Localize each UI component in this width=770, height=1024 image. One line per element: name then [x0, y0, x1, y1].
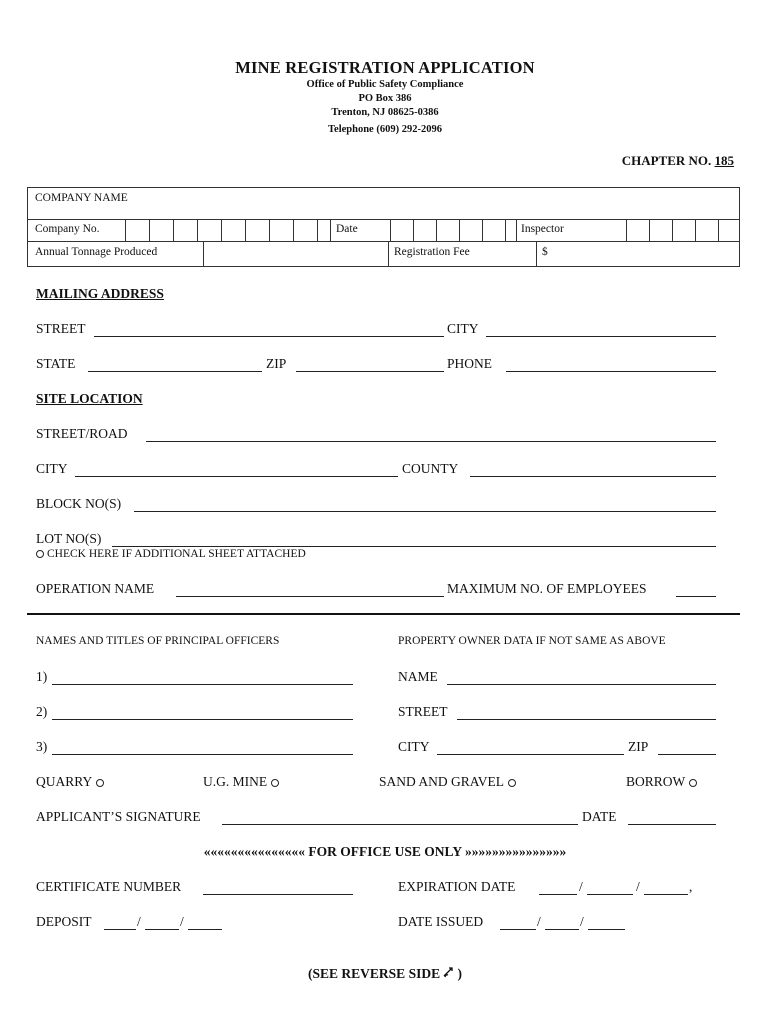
site-street-field[interactable]: [146, 441, 716, 442]
site-county-field[interactable]: [470, 476, 716, 477]
officers-heading: NAMES AND TITLES OF PRINCIPAL OFFICERS: [36, 635, 280, 647]
company-no-cell[interactable]: [293, 220, 317, 241]
certificate-number-label: CERTIFICATE NUMBER: [36, 879, 182, 894]
site-city-field[interactable]: [75, 476, 398, 477]
chapter-value: 185: [714, 153, 734, 168]
mailing-city-label: CITY: [447, 321, 479, 336]
telephone: Telephone (609) 292-2096: [328, 124, 442, 135]
deposit-year-field[interactable]: [188, 929, 222, 930]
right-arrows-icon: »»»»»»»»»»»»»»»: [464, 844, 567, 859]
mailing-phone-label: PHONE: [447, 356, 493, 371]
mailing-street-field[interactable]: [94, 336, 444, 337]
company-name-label: COMPANY NAME: [35, 192, 128, 204]
office-name: Office of Public Safety Compliance: [306, 79, 464, 90]
officer-2-field[interactable]: [52, 719, 353, 720]
quarry-option[interactable]: [36, 774, 104, 790]
operation-name-field[interactable]: [176, 596, 444, 597]
additional-sheet-label: CHECK HERE IF ADDITIONAL SHEET ATTACHED: [47, 548, 306, 560]
expiration-date-label: EXPIRATION DATE: [398, 879, 516, 894]
company-no-cell[interactable]: [269, 220, 293, 241]
inspector-cell[interactable]: [672, 220, 695, 241]
registration-fee-label: Registration Fee: [394, 246, 470, 258]
max-employees-label: MAXIMUM NO. OF EMPLOYEES: [447, 581, 647, 596]
date-cell[interactable]: [436, 220, 459, 241]
site-county-label: COUNTY: [402, 461, 459, 476]
registration-fee-field[interactable]: [553, 242, 739, 266]
date-cell[interactable]: [413, 220, 436, 241]
max-employees-field[interactable]: [676, 596, 716, 597]
slash: /: [537, 914, 541, 929]
ug-mine-option[interactable]: [203, 774, 279, 790]
company-no-label: Company No.: [35, 223, 100, 235]
owner-zip-field[interactable]: [658, 754, 716, 755]
slash: /: [137, 914, 141, 929]
see-reverse-close: ): [457, 966, 462, 981]
date-cell[interactable]: [459, 220, 482, 241]
lot-label: LOT NO(S): [36, 531, 102, 546]
company-no-cell[interactable]: [125, 220, 149, 241]
company-no-cell[interactable]: [197, 220, 221, 241]
additional-sheet-checkbox-row[interactable]: [36, 548, 306, 560]
mailing-zip-field[interactable]: [296, 371, 444, 372]
annual-tonnage-label: Annual Tonnage Produced: [35, 246, 158, 258]
signature-date-field[interactable]: [628, 824, 716, 825]
company-no-cell[interactable]: [245, 220, 269, 241]
officer-1-label: 1): [36, 669, 48, 684]
po-box: PO Box 386: [358, 93, 412, 104]
date-cell[interactable]: [482, 220, 505, 241]
site-location-heading: SITE LOCATION: [36, 391, 143, 406]
date-issued-month-field[interactable]: [500, 929, 536, 930]
circle-checkbox-icon[interactable]: [689, 779, 697, 787]
annual-tonnage-field[interactable]: [204, 242, 388, 266]
quarry-label: QUARRY: [36, 774, 93, 789]
date-issued-label: DATE ISSUED: [398, 914, 484, 929]
city-line: Trenton, NJ 08625-0386: [331, 107, 439, 118]
form-title: MINE REGISTRATION APPLICATION: [235, 58, 535, 77]
mailing-street-label: STREET: [36, 321, 86, 336]
officer-3-field[interactable]: [52, 754, 353, 755]
comma: ,: [689, 879, 693, 894]
officer-3-label: 3): [36, 739, 48, 754]
office-use-banner: [0, 844, 770, 860]
see-reverse-label: (SEE REVERSE SIDE: [308, 966, 441, 981]
mailing-state-label: STATE: [36, 356, 76, 371]
slash: /: [580, 914, 584, 929]
ug-mine-label: U.G. MINE: [203, 774, 268, 789]
section-divider: [27, 613, 740, 615]
expiration-month-field[interactable]: [539, 894, 577, 895]
chapter-label: CHAPTER NO.: [621, 153, 712, 168]
inspector-cell[interactable]: [626, 220, 649, 241]
signature-date-label: DATE: [582, 809, 617, 824]
sand-gravel-label: SAND AND GRAVEL: [379, 774, 505, 789]
certificate-number-field[interactable]: [203, 894, 353, 895]
dollar-divider: [536, 242, 537, 266]
circle-checkbox-icon[interactable]: [271, 779, 279, 787]
officer-2-label: 2): [36, 704, 48, 719]
block-field[interactable]: [134, 511, 716, 512]
sand-gravel-option[interactable]: [379, 774, 516, 790]
left-arrows-icon: «««««««««««««««: [203, 844, 306, 859]
inspector-cell[interactable]: [695, 220, 718, 241]
company-number-row: [28, 219, 739, 242]
owner-street-field[interactable]: [457, 719, 716, 720]
see-reverse-side: [0, 966, 770, 982]
operation-name-label: OPERATION NAME: [36, 581, 155, 596]
mailing-phone-field[interactable]: [506, 371, 716, 372]
mailing-zip-label: ZIP: [266, 356, 287, 371]
borrow-option[interactable]: [626, 774, 697, 790]
owner-zip-label: ZIP: [628, 739, 649, 754]
chapter-number: [622, 153, 734, 169]
slash: /: [180, 914, 184, 929]
owner-name-label: NAME: [398, 669, 438, 684]
date-issued-year-field[interactable]: [588, 929, 625, 930]
company-no-cell[interactable]: [173, 220, 197, 241]
pointing-hand-icon: [443, 967, 457, 979]
mailing-city-field[interactable]: [486, 336, 716, 337]
fee-divider: [388, 242, 389, 266]
slash: /: [636, 879, 640, 894]
deposit-label: DEPOSIT: [36, 914, 92, 929]
date-cell[interactable]: [505, 220, 516, 241]
owner-city-field[interactable]: [437, 754, 624, 755]
circle-checkbox-icon[interactable]: [96, 779, 104, 787]
deposit-month-field[interactable]: [104, 929, 136, 930]
inspector-label: Inspector: [521, 223, 564, 235]
applicant-signature-field[interactable]: [222, 824, 578, 825]
date-label: Date: [336, 223, 358, 235]
block-label: BLOCK NO(S): [36, 496, 122, 511]
mailing-state-field[interactable]: [88, 371, 262, 372]
office-use-label: FOR OFFICE USE ONLY: [308, 844, 462, 859]
owner-heading: PROPERTY OWNER DATA IF NOT SAME AS ABOVE: [398, 635, 666, 647]
site-city-label: CITY: [36, 461, 68, 476]
officer-1-field[interactable]: [52, 684, 353, 685]
inspector-cell[interactable]: [649, 220, 672, 241]
expiration-day-field[interactable]: [587, 894, 633, 895]
company-no-cell[interactable]: [149, 220, 173, 241]
borrow-label: BORROW: [626, 774, 686, 789]
expiration-year-field[interactable]: [644, 894, 688, 895]
lot-field[interactable]: [112, 546, 716, 547]
company-no-cell[interactable]: [221, 220, 245, 241]
slash: /: [579, 879, 583, 894]
site-street-label: STREET/ROAD: [36, 426, 128, 441]
owner-city-label: CITY: [398, 739, 430, 754]
date-cell[interactable]: [390, 220, 413, 241]
circle-checkbox-icon[interactable]: [36, 550, 44, 558]
inspector-cell[interactable]: [718, 220, 740, 241]
dollar-sign: $: [542, 246, 548, 258]
deposit-day-field[interactable]: [145, 929, 179, 930]
mailing-address-heading: MAILING ADDRESS: [36, 286, 164, 301]
owner-street-label: STREET: [398, 704, 448, 719]
applicant-signature-label: APPLICANT’S SIGNATURE: [36, 809, 201, 824]
owner-name-field[interactable]: [447, 684, 716, 685]
company-info-box: [27, 187, 740, 267]
date-issued-day-field[interactable]: [545, 929, 579, 930]
circle-checkbox-icon[interactable]: [508, 779, 516, 787]
